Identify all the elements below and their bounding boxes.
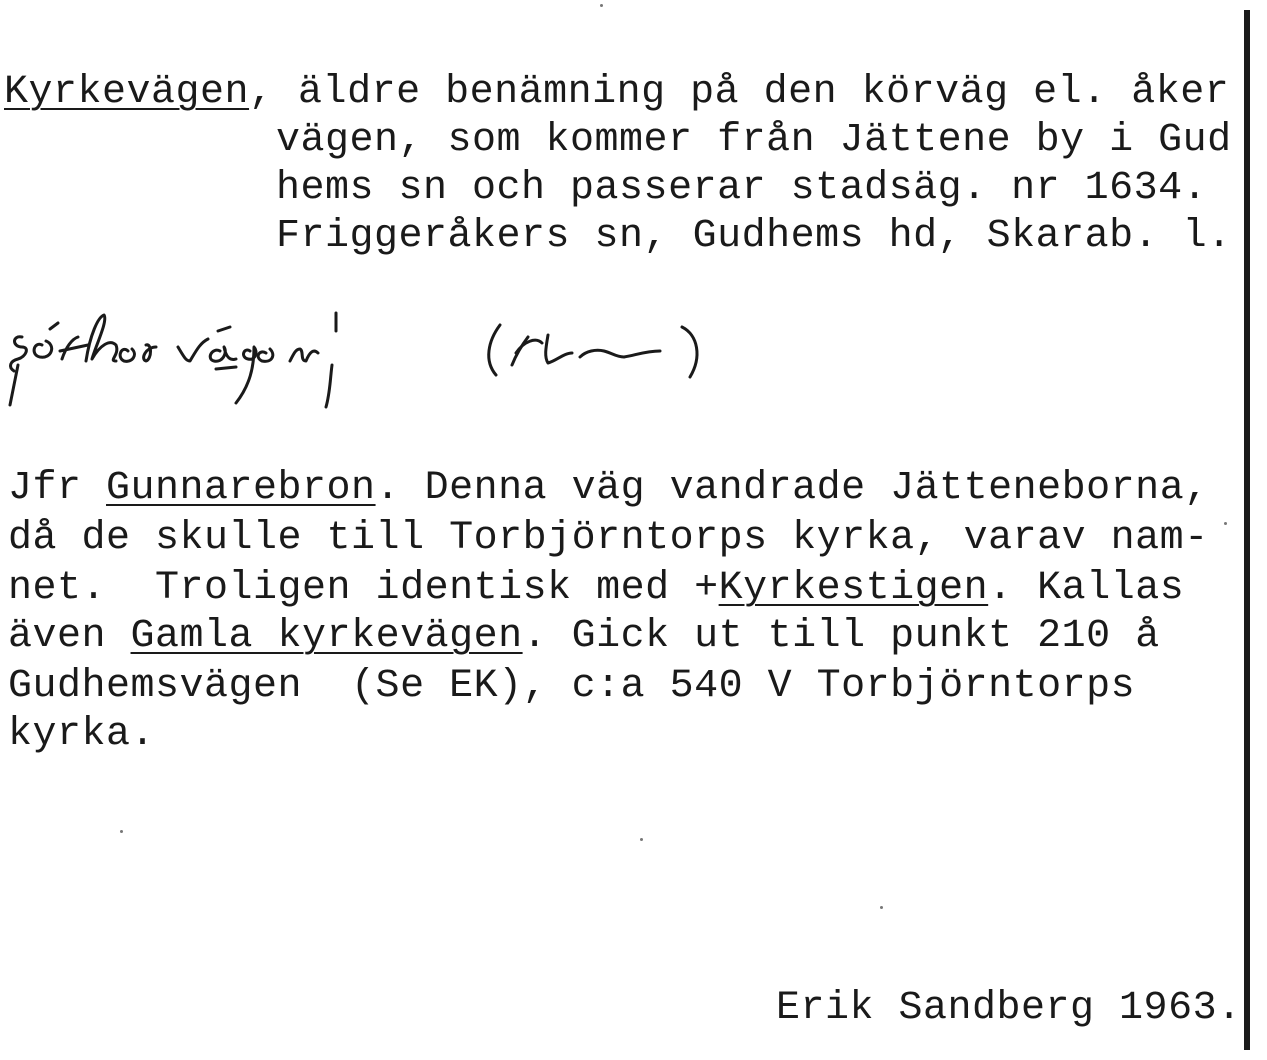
body-text: . Kallas: [988, 566, 1185, 611]
body-text: . Gick ut till punkt 210 å: [522, 614, 1160, 659]
reference-gamla-kyrkevagen: Gamla kyrkevägen: [130, 614, 523, 659]
card-edge: [1244, 10, 1250, 1050]
body-line-5: Gudhemsvägen (Se EK), c:a 540 V Torbjörntorps: [8, 664, 1136, 709]
signature: Erik Sandberg 1963.: [776, 986, 1242, 1031]
body-line-2: då de skulle till Torbjörntorps kyrka, varav nam-: [8, 516, 1209, 561]
body-line-3: [8, 566, 1184, 612]
scan-speck: [880, 906, 883, 909]
headword: Kyrkevägen: [4, 70, 250, 115]
scan-speck: [600, 4, 603, 7]
scan-speck: [120, 830, 123, 833]
reference-kyrkestigen: Kyrkestigen: [718, 566, 989, 611]
entry-line-1: [4, 70, 1229, 116]
body-line-1: [8, 466, 1209, 512]
entry-line-2: vägen, som kommer från Jättene by i Gud: [276, 118, 1232, 163]
entry-line-3: hems sn och passerar stadsäg. nr 1634.: [276, 166, 1208, 211]
scan-speck: [1224, 522, 1227, 525]
body-text: . Denna väg vandrade Jätteneborna,: [375, 466, 1209, 511]
body-line-6: kyrka.: [8, 712, 156, 757]
reference-gunnarebron: Gunnarebron: [106, 466, 376, 511]
scan-speck: [640, 838, 643, 841]
body-text: net. Troligen identisk med +: [8, 566, 719, 611]
body-text: Jfr: [8, 466, 107, 511]
entry-line-4: Friggeråkers sn, Gudhems hd, Skarab. l.: [276, 214, 1232, 259]
handwritten-note: [0, 295, 720, 415]
body-text: även: [8, 614, 131, 659]
entry-line-1-rest: , äldre benämning på den körväg el. åker: [249, 70, 1230, 115]
body-line-4: [8, 614, 1160, 660]
